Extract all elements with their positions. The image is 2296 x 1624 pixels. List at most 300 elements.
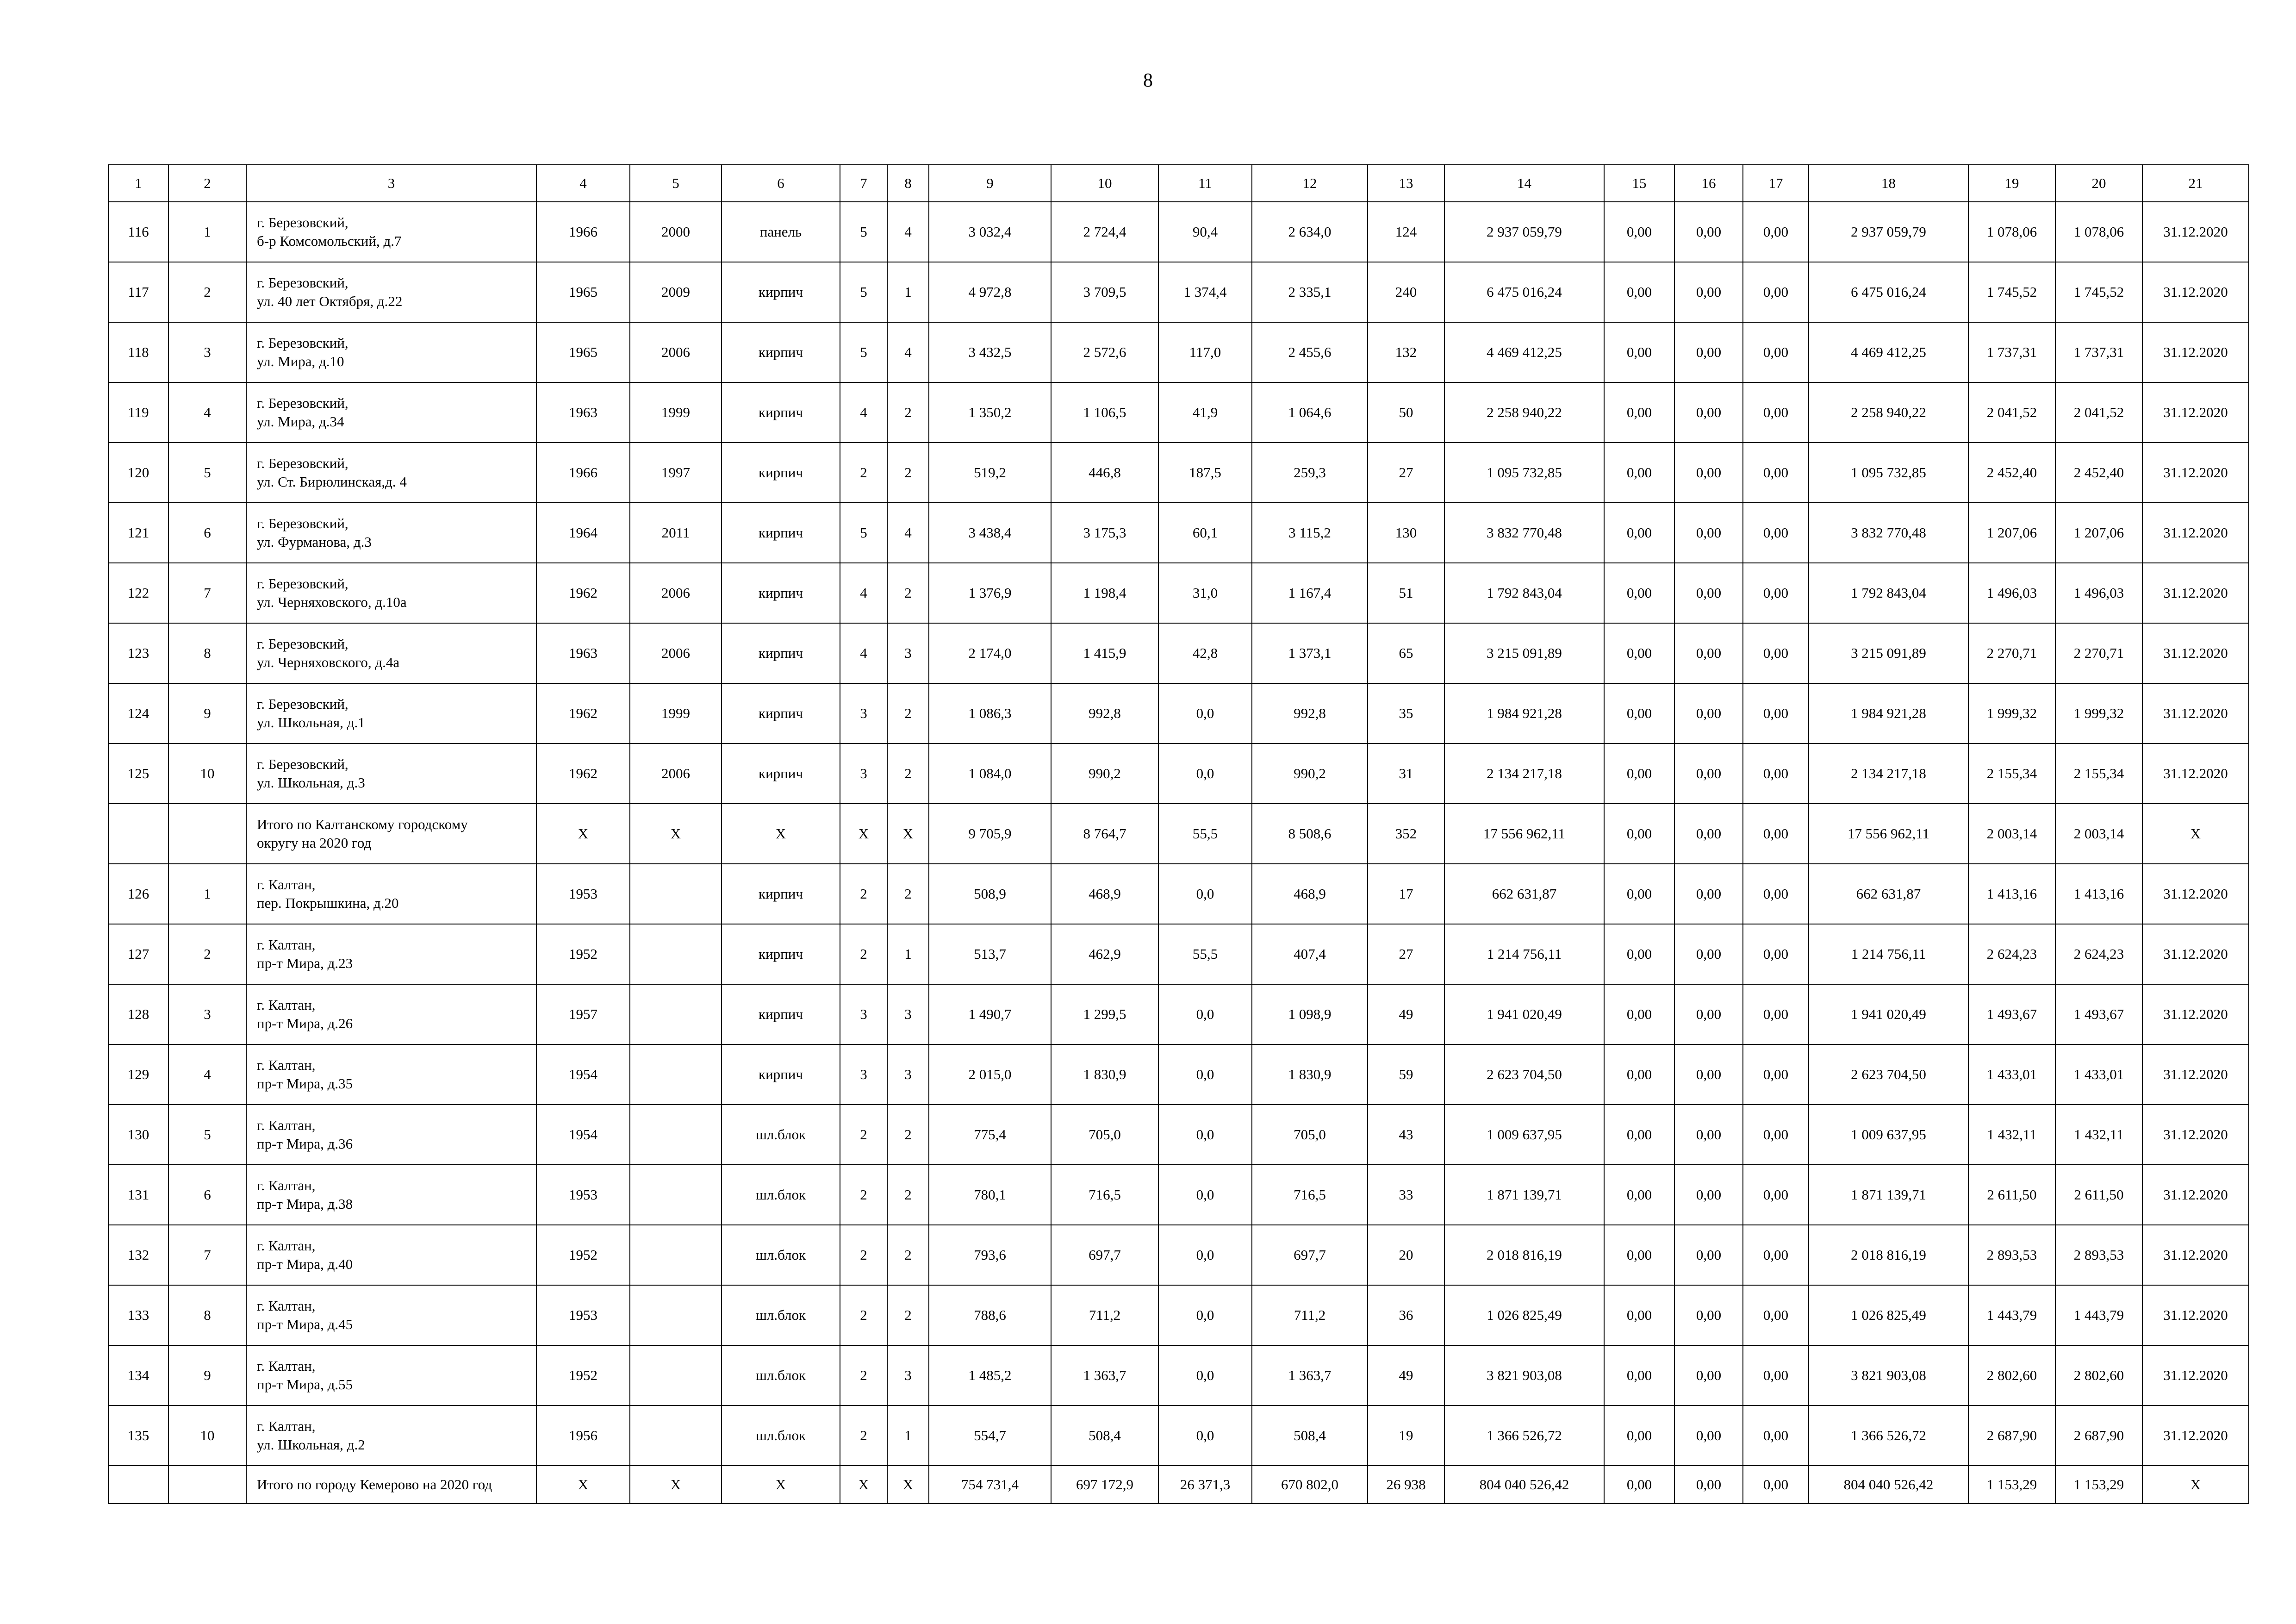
table-cell: 2 623 704,50: [1444, 1044, 1604, 1105]
table-cell: 1 106,5: [1051, 382, 1158, 443]
address-line: г. Калтан,: [257, 876, 316, 893]
table-cell: 1 098,9: [1252, 984, 1368, 1044]
table-cell: 0,0: [1158, 1225, 1252, 1285]
table-cell: 1 830,9: [1252, 1044, 1368, 1105]
table-cell: шл.блок: [722, 1285, 840, 1345]
table-cell: 0,00: [1674, 623, 1743, 683]
table-cell: 0,0: [1158, 864, 1252, 924]
table-cell: 0,00: [1743, 1044, 1809, 1105]
column-header: 20: [2055, 165, 2142, 202]
table-row: [108, 563, 2249, 623]
table-cell: 1 413,16: [1968, 864, 2055, 924]
address-line: пр-т Мира, д.35: [257, 1075, 353, 1092]
column-header: 17: [1743, 165, 1809, 202]
table-cell: 0,0: [1158, 743, 1252, 804]
table-cell: 0,00: [1674, 262, 1743, 322]
table-cell: 6 475 016,24: [1444, 262, 1604, 322]
table-cell: 1: [887, 262, 929, 322]
table-cell: 2: [840, 1225, 887, 1285]
table-cell: 1 299,5: [1051, 984, 1158, 1044]
table-cell: 1966: [536, 202, 630, 262]
table-cell: 26 371,3: [1158, 1466, 1252, 1504]
table-cell: 3: [887, 1044, 929, 1105]
table-cell: 2 018 816,19: [1444, 1225, 1604, 1285]
table-cell: 1966: [536, 443, 630, 503]
table-cell: 6 475 016,24: [1809, 262, 1968, 322]
table-row: [108, 382, 2249, 443]
table-cell: 2 937 059,79: [1809, 202, 1968, 262]
table-row: [108, 1345, 2249, 1405]
address-line: ул. Школьная, д.2: [257, 1437, 365, 1453]
address-line: Итого по Калтанскому городскому: [257, 816, 468, 832]
table-cell: 1 941 020,49: [1809, 984, 1968, 1044]
table-cell: X: [536, 1466, 630, 1504]
table-cell: 5: [168, 443, 246, 503]
table-cell: 697,7: [1051, 1225, 1158, 1285]
table-cell: 519,2: [929, 443, 1051, 503]
table-cell: 754 731,4: [929, 1466, 1051, 1504]
table-cell: 0,00: [1743, 1405, 1809, 1466]
table-cell: 2 611,50: [2055, 1165, 2142, 1225]
table-cell: 804 040 526,42: [1809, 1466, 1968, 1504]
address-line: пр-т Мира, д.45: [257, 1316, 353, 1332]
total-row: [108, 1466, 2249, 1504]
table-cell: 711,2: [1051, 1285, 1158, 1345]
table-cell: 2011: [630, 503, 722, 563]
table-cell: кирпич: [722, 443, 840, 503]
table-cell: 352: [1368, 804, 1444, 864]
table-cell: X: [630, 804, 722, 864]
column-header: 18: [1809, 165, 1968, 202]
table-cell: 134: [108, 1345, 168, 1405]
table-cell: 8: [168, 1285, 246, 1345]
table-cell: 1 167,4: [1252, 563, 1368, 623]
table-row: [108, 984, 2249, 1044]
table-cell: 259,3: [1252, 443, 1368, 503]
table-cell: 31.12.2020: [2142, 984, 2249, 1044]
table-cell: 2 623 704,50: [1809, 1044, 1968, 1105]
table-cell: 0,00: [1604, 1105, 1674, 1165]
table-cell: 1 737,31: [2055, 322, 2142, 382]
column-header: 10: [1051, 165, 1158, 202]
table-cell: 2 802,60: [1968, 1345, 2055, 1405]
address-line: г. Калтан,: [257, 1237, 316, 1254]
table-cell: кирпич: [722, 743, 840, 804]
table-cell: 407,4: [1252, 924, 1368, 984]
table-cell: 0,00: [1674, 443, 1743, 503]
table-cell: 3: [887, 984, 929, 1044]
table-cell: [630, 1405, 722, 1466]
table-cell: 1 373,1: [1252, 623, 1368, 683]
column-header: 4: [536, 165, 630, 202]
table-cell: 2 155,34: [2055, 743, 2142, 804]
table-cell: 33: [1368, 1165, 1444, 1225]
address-cell: [246, 804, 536, 864]
table-cell: 2 015,0: [929, 1044, 1051, 1105]
table-cell: 0,00: [1674, 322, 1743, 382]
table-row: [108, 262, 2249, 322]
table-cell: 5: [840, 202, 887, 262]
table-cell: 2: [840, 1285, 887, 1345]
table-cell: 0,00: [1674, 984, 1743, 1044]
address-line: ул. Школьная, д.1: [257, 714, 365, 731]
table-cell: 2 003,14: [2055, 804, 2142, 864]
table-cell: 1 485,2: [929, 1345, 1051, 1405]
table-cell: 1 214 756,11: [1809, 924, 1968, 984]
table-cell: 41,9: [1158, 382, 1252, 443]
table-cell: 1 198,4: [1051, 563, 1158, 623]
table-cell: 992,8: [1252, 683, 1368, 743]
table-cell: 2006: [630, 563, 722, 623]
table-cell: 1 999,32: [1968, 683, 2055, 743]
column-header: 14: [1444, 165, 1604, 202]
table-cell: X: [840, 1466, 887, 1504]
table-cell: 187,5: [1158, 443, 1252, 503]
table-cell: 0,00: [1604, 202, 1674, 262]
table-cell: 55,5: [1158, 804, 1252, 864]
table-cell: 65: [1368, 623, 1444, 683]
table-cell: 1 433,01: [1968, 1044, 2055, 1105]
table-cell: 0,00: [1743, 382, 1809, 443]
table-cell: 19: [1368, 1405, 1444, 1466]
table-cell: 132: [108, 1225, 168, 1285]
table-cell: 31.12.2020: [2142, 262, 2249, 322]
table-cell: 992,8: [1051, 683, 1158, 743]
table-cell: 1 496,03: [2055, 563, 2142, 623]
table-cell: 0,00: [1743, 503, 1809, 563]
column-header: 7: [840, 165, 887, 202]
table-cell: X: [840, 804, 887, 864]
address-line: г. Березовский,: [257, 756, 348, 772]
table-cell: 2: [887, 563, 929, 623]
table-cell: 31.12.2020: [2142, 683, 2249, 743]
address-cell: [246, 443, 536, 503]
table-cell: 2 802,60: [2055, 1345, 2142, 1405]
table-cell: 49: [1368, 1345, 1444, 1405]
table-cell: 2 452,40: [1968, 443, 2055, 503]
table-cell: 1 363,7: [1252, 1345, 1368, 1405]
table-cell: 508,4: [1252, 1405, 1368, 1466]
address-line: г. Березовский,: [257, 395, 348, 411]
table-cell: 4: [840, 382, 887, 443]
table-cell: 1 009 637,95: [1809, 1105, 1968, 1165]
address-cell: [246, 743, 536, 804]
table-cell: X: [2142, 804, 2249, 864]
table-row: [108, 322, 2249, 382]
table-cell: 2 041,52: [1968, 382, 2055, 443]
table-cell: 1 941 020,49: [1444, 984, 1604, 1044]
table-cell: 5: [840, 322, 887, 382]
table-cell: 1 153,29: [1968, 1466, 2055, 1504]
table-cell: 1 078,06: [1968, 202, 2055, 262]
address-line: б-р Комсомольский, д.7: [257, 233, 402, 249]
table-cell: 130: [1368, 503, 1444, 563]
table-cell: 1 207,06: [2055, 503, 2142, 563]
table-cell: 1962: [536, 563, 630, 623]
table-cell: 123: [108, 623, 168, 683]
address-cell: [246, 382, 536, 443]
table-cell: кирпич: [722, 382, 840, 443]
table-cell: 2 134 217,18: [1444, 743, 1604, 804]
address-cell: [246, 1466, 536, 1504]
table-cell: 2: [887, 683, 929, 743]
table-cell: 240: [1368, 262, 1444, 322]
table-cell: 4: [840, 563, 887, 623]
table-cell: 1963: [536, 623, 630, 683]
table-cell: 1: [887, 1405, 929, 1466]
table-cell: 2 687,90: [1968, 1405, 2055, 1466]
table-cell: 1964: [536, 503, 630, 563]
table-cell: 0,00: [1604, 1466, 1674, 1504]
table-cell: 554,7: [929, 1405, 1051, 1466]
table-cell: 135: [108, 1405, 168, 1466]
address-line: ул. 40 лет Октября, д.22: [257, 293, 403, 309]
table-cell: 0,00: [1604, 382, 1674, 443]
address-line: пр-т Мира, д.38: [257, 1196, 353, 1212]
table-cell: 0,0: [1158, 683, 1252, 743]
table-cell: 1 026 825,49: [1444, 1285, 1604, 1345]
table-cell: 2: [840, 924, 887, 984]
table-header-row: [108, 165, 2249, 202]
table-row: [108, 1165, 2249, 1225]
table-cell: 1962: [536, 683, 630, 743]
table-cell: 0,00: [1674, 1105, 1743, 1165]
table-cell: [108, 1466, 168, 1504]
table-cell: 36: [1368, 1285, 1444, 1345]
table-cell: 7: [168, 563, 246, 623]
address-line: г. Березовский,: [257, 515, 348, 531]
table-cell: 5: [840, 503, 887, 563]
address-line: г. Калтан,: [257, 937, 316, 953]
table-cell: 3 832 770,48: [1809, 503, 1968, 563]
table-cell: 31,0: [1158, 563, 1252, 623]
table-cell: 1 792 843,04: [1444, 563, 1604, 623]
table-cell: 2: [840, 1405, 887, 1466]
table-cell: 1965: [536, 262, 630, 322]
table-cell: 2 624,23: [1968, 924, 2055, 984]
table-cell: 662 631,87: [1809, 864, 1968, 924]
table-cell: 2006: [630, 623, 722, 683]
table-cell: панель: [722, 202, 840, 262]
table-cell: 697 172,9: [1051, 1466, 1158, 1504]
address-cell: [246, 864, 536, 924]
address-cell: [246, 623, 536, 683]
address-line: пр-т Мира, д.40: [257, 1256, 353, 1272]
table-cell: 3 438,4: [929, 503, 1051, 563]
table-cell: 1 009 637,95: [1444, 1105, 1604, 1165]
address-cell: [246, 1225, 536, 1285]
table-cell: 2 624,23: [2055, 924, 2142, 984]
table-cell: 4: [168, 1044, 246, 1105]
table-cell: 990,2: [1252, 743, 1368, 804]
table-cell: 1 745,52: [2055, 262, 2142, 322]
address-line: г. Березовский,: [257, 636, 348, 652]
table-cell: 2 041,52: [2055, 382, 2142, 443]
table-cell: кирпич: [722, 864, 840, 924]
table-cell: шл.блок: [722, 1105, 840, 1165]
table-cell: 0,00: [1604, 1345, 1674, 1405]
table-cell: 31.12.2020: [2142, 864, 2249, 924]
table-cell: 2 634,0: [1252, 202, 1368, 262]
table-cell: 125: [108, 743, 168, 804]
table-cell: 2: [840, 443, 887, 503]
address-line: г. Калтан,: [257, 1117, 316, 1133]
table-cell: 3: [168, 984, 246, 1044]
table-cell: 662 631,87: [1444, 864, 1604, 924]
table-cell: 31.12.2020: [2142, 202, 2249, 262]
table-cell: 2 174,0: [929, 623, 1051, 683]
table-cell: 2 893,53: [1968, 1225, 2055, 1285]
address-cell: [246, 262, 536, 322]
table-cell: 3 432,5: [929, 322, 1051, 382]
table-cell: 3 821 903,08: [1809, 1345, 1968, 1405]
table-cell: 2: [887, 382, 929, 443]
table-cell: 0,00: [1604, 623, 1674, 683]
table-cell: 31.12.2020: [2142, 743, 2249, 804]
table-cell: 31.12.2020: [2142, 924, 2249, 984]
address-line: ул. Черняховского, д.10а: [257, 594, 407, 610]
table-cell: 1: [168, 864, 246, 924]
address-line: г. Березовский,: [257, 335, 348, 351]
table-cell: 513,7: [929, 924, 1051, 984]
address-line: Итого по городу Кемерово на 2020 год: [257, 1476, 492, 1493]
table-cell: 9: [168, 1345, 246, 1405]
table-cell: 1 792 843,04: [1809, 563, 1968, 623]
column-header: 5: [630, 165, 722, 202]
table-cell: 4 972,8: [929, 262, 1051, 322]
table-cell: 468,9: [1051, 864, 1158, 924]
table-cell: 1 871 139,71: [1444, 1165, 1604, 1225]
table-cell: 793,6: [929, 1225, 1051, 1285]
table-cell: 3 215 091,89: [1444, 623, 1604, 683]
table-cell: 0,00: [1604, 1225, 1674, 1285]
table-cell: 1 078,06: [2055, 202, 2142, 262]
table-cell: 5: [168, 1105, 246, 1165]
table-cell: 4 469 412,25: [1444, 322, 1604, 382]
table-cell: 3: [887, 623, 929, 683]
table-cell: 1954: [536, 1105, 630, 1165]
table-cell: 1965: [536, 322, 630, 382]
address-line: ул. Ст. Бирюлинская,д. 4: [257, 474, 407, 490]
table-cell: 1 366 526,72: [1444, 1405, 1604, 1466]
table-cell: 0,00: [1604, 743, 1674, 804]
table-cell: 716,5: [1252, 1165, 1368, 1225]
table-cell: 2: [887, 1165, 929, 1225]
table-cell: 117,0: [1158, 322, 1252, 382]
table-cell: 0,00: [1674, 1466, 1743, 1504]
table-cell: [630, 864, 722, 924]
address-line: ул. Мира, д.34: [257, 413, 344, 430]
table-cell: 31.12.2020: [2142, 322, 2249, 382]
table-cell: 2 134 217,18: [1809, 743, 1968, 804]
table-cell: 26 938: [1368, 1466, 1444, 1504]
table-cell: 0,00: [1604, 683, 1674, 743]
table-cell: 0,00: [1674, 924, 1743, 984]
table-cell: 3: [168, 322, 246, 382]
table-cell: 10: [168, 743, 246, 804]
table-cell: 2 455,6: [1252, 322, 1368, 382]
table-cell: 2: [887, 743, 929, 804]
table-cell: 1 084,0: [929, 743, 1051, 804]
table-cell: 2 270,71: [1968, 623, 2055, 683]
table-cell: 31.12.2020: [2142, 1044, 2249, 1105]
table-cell: 4: [840, 623, 887, 683]
address-cell: [246, 924, 536, 984]
table-cell: 3 175,3: [1051, 503, 1158, 563]
table-cell: 1 745,52: [1968, 262, 2055, 322]
table-cell: 0,0: [1158, 984, 1252, 1044]
table-cell: 2 335,1: [1252, 262, 1368, 322]
table-cell: 0,00: [1674, 1165, 1743, 1225]
table-cell: 2: [840, 1165, 887, 1225]
table-cell: 1 443,79: [1968, 1285, 2055, 1345]
table-cell: 1 432,11: [1968, 1105, 2055, 1165]
table-cell: 1952: [536, 924, 630, 984]
table-cell: 2 258 940,22: [1809, 382, 1968, 443]
table-cell: 1 413,16: [2055, 864, 2142, 924]
table-cell: X: [630, 1466, 722, 1504]
table-cell: 0,00: [1743, 1165, 1809, 1225]
table-cell: 4: [887, 322, 929, 382]
table-cell: 0,00: [1604, 804, 1674, 864]
table-cell: 462,9: [1051, 924, 1158, 984]
table-cell: 2 687,90: [2055, 1405, 2142, 1466]
table-cell: 122: [108, 563, 168, 623]
table-row: [108, 1405, 2249, 1466]
table-cell: 0,00: [1743, 202, 1809, 262]
table-cell: 1962: [536, 743, 630, 804]
table-cell: 3: [887, 1345, 929, 1405]
table-cell: 90,4: [1158, 202, 1252, 262]
table-row: [108, 743, 2249, 804]
table-cell: [168, 804, 246, 864]
table-cell: 116: [108, 202, 168, 262]
table-cell: 7: [168, 1225, 246, 1285]
table-cell: 0,00: [1674, 1345, 1743, 1405]
address-line: округу на 2020 год: [257, 835, 372, 851]
table-cell: 670 802,0: [1252, 1466, 1368, 1504]
table-cell: 1 374,4: [1158, 262, 1252, 322]
table-row: [108, 503, 2249, 563]
table-cell: 0,00: [1674, 382, 1743, 443]
table-cell: 0,00: [1604, 443, 1674, 503]
table-cell: шл.блок: [722, 1165, 840, 1225]
column-header: 13: [1368, 165, 1444, 202]
table-cell: 1952: [536, 1345, 630, 1405]
table-cell: 1 214 756,11: [1444, 924, 1604, 984]
table-cell: 4: [168, 382, 246, 443]
table-cell: 508,9: [929, 864, 1051, 924]
address-line: г. Березовский,: [257, 214, 348, 231]
table-cell: 31.12.2020: [2142, 1405, 2249, 1466]
table-cell: 2 270,71: [2055, 623, 2142, 683]
table-cell: 3: [840, 984, 887, 1044]
table-cell: 0,00: [1604, 503, 1674, 563]
data-table: [108, 164, 2249, 1504]
table-row: [108, 864, 2249, 924]
table-cell: [630, 984, 722, 1044]
table-cell: 31.12.2020: [2142, 1165, 2249, 1225]
table-cell: X: [536, 804, 630, 864]
table-cell: 0,00: [1604, 1165, 1674, 1225]
table-cell: 27: [1368, 443, 1444, 503]
table-cell: 0,00: [1604, 1044, 1674, 1105]
table-cell: 51: [1368, 563, 1444, 623]
table-row: [108, 924, 2249, 984]
table-cell: 31.12.2020: [2142, 382, 2249, 443]
table-cell: 1 496,03: [1968, 563, 2055, 623]
table-cell: 705,0: [1051, 1105, 1158, 1165]
